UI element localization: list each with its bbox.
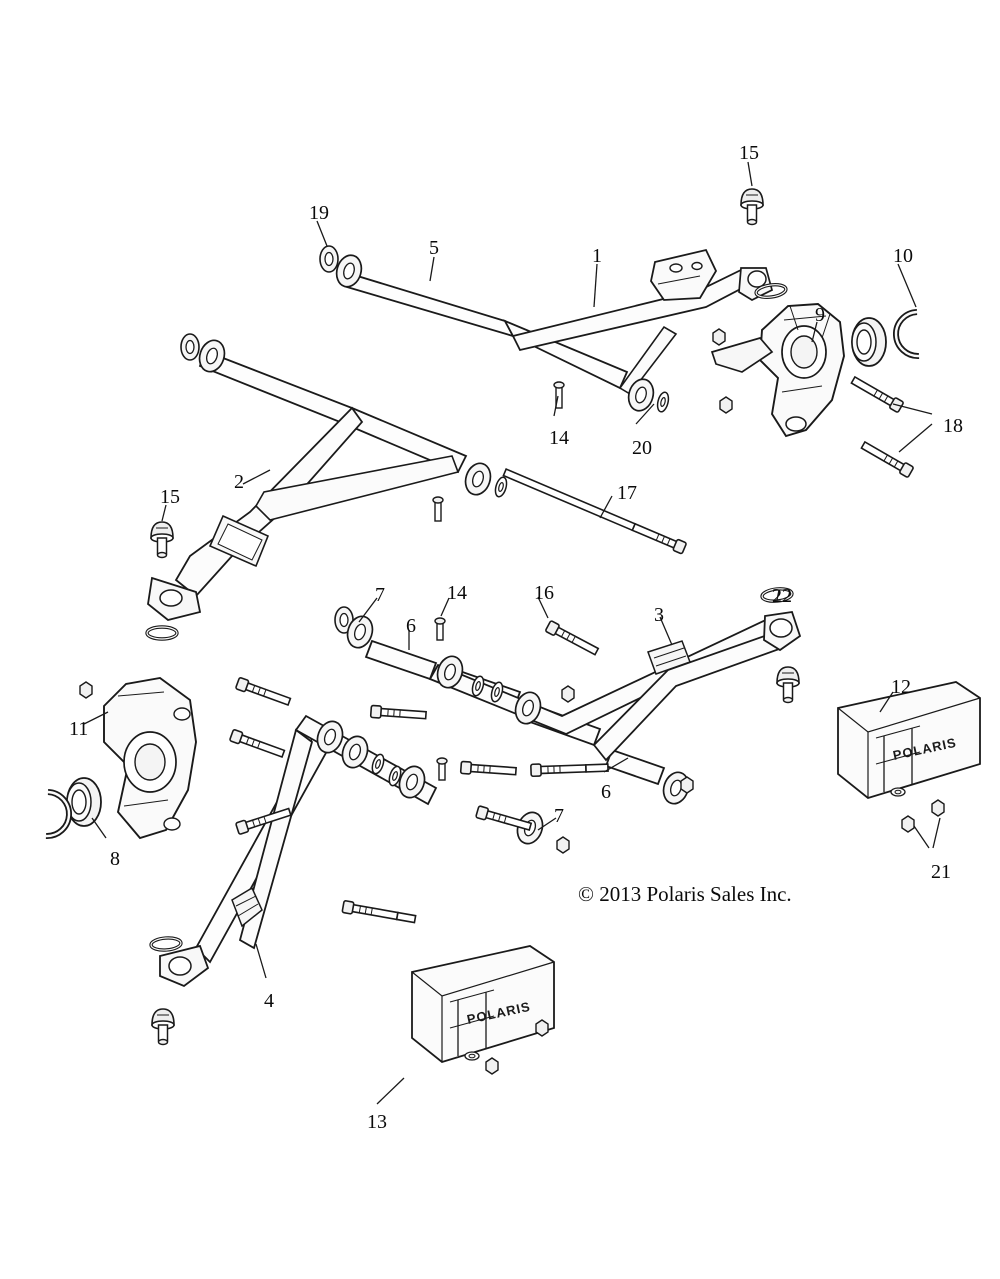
callout-number: 21 <box>931 861 951 883</box>
skid-plate-fastener-left <box>536 1020 548 1036</box>
callout-number: 18 <box>943 415 963 437</box>
callout-number: 15 <box>160 486 180 508</box>
svg-text:POLARIS: POLARIS <box>891 734 959 763</box>
callout-number: 7 <box>375 584 385 606</box>
callout-number: 1 <box>592 245 602 267</box>
callout-number: 19 <box>309 202 329 224</box>
skid-plate-right <box>838 682 980 798</box>
callout-number: 8 <box>110 848 120 870</box>
copyright-notice: © 2013 Polaris Sales Inc. <box>578 882 792 906</box>
callout-number: 11 <box>69 718 89 740</box>
callout-number: 7 <box>554 805 564 827</box>
callout-number: 13 <box>367 1111 387 1133</box>
callout-number: 14 <box>447 582 467 604</box>
svg-text:POLARIS: POLARIS <box>465 998 533 1027</box>
callout-number: 5 <box>429 237 439 259</box>
callout-number: 6 <box>406 615 416 637</box>
callout-number: 6 <box>601 781 611 803</box>
callout-number: 20 <box>632 437 652 459</box>
callout-number: 2 <box>234 471 244 493</box>
callout-number: 15 <box>739 142 759 164</box>
callout-number: 14 <box>549 427 569 449</box>
skid-plate-left <box>412 946 554 1062</box>
callout-number: 10 <box>893 245 913 267</box>
callout-number: 9 <box>815 304 825 326</box>
callout-number: 17 <box>617 482 637 504</box>
callout-number: 22 <box>772 585 792 607</box>
callout-number: 4 <box>264 990 274 1012</box>
callout-number: 16 <box>534 582 554 604</box>
skid-plate-fastener-left-2 <box>486 1058 498 1074</box>
callout-number: 3 <box>654 604 664 626</box>
callout-number: 12 <box>891 676 911 698</box>
steering-knuckle-left <box>46 677 292 838</box>
